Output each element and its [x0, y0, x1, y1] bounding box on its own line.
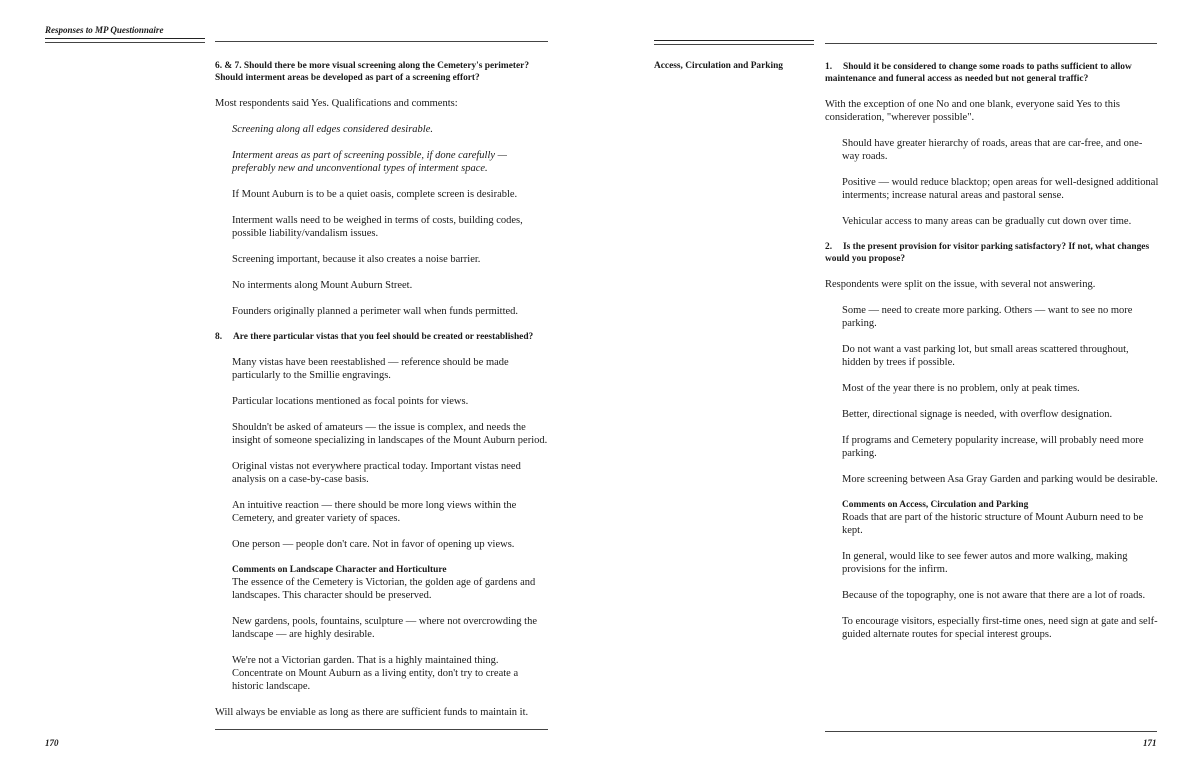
- access-comments-block: [825, 499, 1159, 537]
- comment-item: Some — need to create more parking. Others — want to see no more parking.: [842, 305, 1133, 329]
- comment-item: Shouldn't be asked of amateurs — the issue is complex, and needs the insight of someone specializing in landscapes of the Mount Auburn period.: [232, 422, 548, 446]
- comment-item: Interment walls need to be weighed in terms of costs, building codes, possible liability/vandalism issues.: [232, 215, 523, 239]
- question-text: Are there particular vistas that you feel should be created or reestablished?: [233, 332, 534, 342]
- running-head: Responses to MP Questionnaire: [45, 25, 164, 35]
- comment-item: Original vistas not everywhere practical today. Important vistas need analysis on a case-by-case basis.: [232, 461, 521, 485]
- comment-item: Most of the year there is no problem, only at peak times.: [842, 383, 1080, 394]
- comment-item: Should have greater hierarchy of roads, areas that are car-free, and one-way roads.: [842, 138, 1143, 162]
- comment-item: If Mount Auburn is to be a quiet oasis, complete screen is desirable.: [232, 189, 518, 200]
- comment-item: Positive — would reduce blacktop; open areas for well-designed additional interments; increase natural areas and pastoral sense.: [842, 177, 1159, 201]
- comment-item: No interments along Mount Auburn Street.: [232, 280, 413, 291]
- comment-item: New gardens, pools, fountains, sculpture — where not overcrowding the landscape — are highly desirable.: [232, 616, 538, 640]
- question-number: 1.: [825, 62, 833, 72]
- section-title: Access, Circulation and Parking: [654, 61, 783, 71]
- question-8-heading: [215, 331, 550, 343]
- landscape-comments-heading: Comments on Landscape Character and Horticulture: [232, 565, 447, 575]
- question-6-7-summary: Most respondents said Yes. Qualifications and comments:: [215, 98, 458, 109]
- comment-item: Interment areas as part of screening possible, if done carefully — preferably new and unconventional types of interment space.: [232, 150, 508, 174]
- footer-rule: [825, 731, 1157, 732]
- header-rule-thick: [45, 38, 205, 39]
- comment-item: Screening along all edges considered desirable.: [232, 124, 434, 135]
- comment-item: Particular locations mentioned as focal points for views.: [232, 396, 469, 407]
- question-6-7-heading: 6. & 7. Should there be more visual screening along the Cemetery's perimeter? Should interment areas be developed as part of a screening effort?: [215, 61, 530, 83]
- right-column: [825, 61, 1159, 654]
- question-number: 2.: [825, 242, 833, 252]
- access-comments-heading: Comments on Access, Circulation and Parking: [842, 500, 1029, 510]
- question-1-heading: [825, 61, 1159, 85]
- footer-rule: [215, 729, 548, 730]
- comment-item: One person — people don't care. Not in favor of opening up views.: [232, 539, 515, 550]
- landscape-comments-first: The essence of the Cemetery is Victorian, the golden age of gardens and landscapes. This character should be preserved.: [232, 577, 536, 601]
- comment-item: Screening important, because it also creates a noise barrier.: [232, 254, 481, 265]
- landscape-comments-block: [215, 564, 550, 602]
- comment-item: An intuitive reaction — there should be more long views within the Cemetery, and greater variety of spaces.: [232, 500, 517, 524]
- comment-item: To encourage visitors, especially first-time ones, need sign at gate and self-guided alternate routes for special interest groups.: [842, 616, 1158, 640]
- question-text: Should it be considered to change some roads to paths sufficient to allow maintenance and funeral access as needed but not general traffic?: [825, 62, 1132, 84]
- header-rule-column: [825, 43, 1157, 44]
- question-number: 8.: [215, 332, 223, 342]
- access-comments-first: Roads that are part of the historic structure of Mount Auburn need to be kept.: [842, 512, 1144, 536]
- comment-item: Because of the topography, one is not aware that there are a lot of roads.: [842, 590, 1146, 601]
- header-rule-column: [215, 41, 548, 42]
- left-column: [215, 60, 550, 732]
- question-2-summary: Respondents were split on the issue, with several not answering.: [825, 279, 1096, 290]
- page-number: 170: [45, 738, 59, 748]
- comment-item: Do not want a vast parking lot, but small areas scattered throughout, hidden by trees if possible.: [842, 344, 1129, 368]
- header-rule-thin: [654, 44, 814, 45]
- header-rule-thick: [654, 40, 814, 41]
- question-1-summary: With the exception of one No and one blank, everyone said Yes to this consideration, "wherever possible".: [825, 99, 1120, 123]
- header-rule-thin: [45, 42, 205, 43]
- comment-item: Better, directional signage is needed, with overflow designation.: [842, 409, 1113, 420]
- comment-item: More screening between Asa Gray Garden and parking would be desirable.: [842, 474, 1158, 485]
- page-number: 171: [1143, 738, 1157, 748]
- comment-item: In general, would like to see fewer autos and more walking, making provisions for the infirm.: [842, 551, 1128, 575]
- landscape-closing: Will always be enviable as long as there are sufficient funds to maintain it.: [215, 707, 529, 718]
- comment-item: We're not a Victorian garden. That is a highly maintained thing. Concentrate on Mount Auburn as a living entity, don't try to create a historic landscape.: [232, 655, 519, 692]
- question-2-heading: [825, 241, 1159, 265]
- question-text: Is the present provision for visitor parking satisfactory? If not, what changes would you propose?: [825, 242, 1150, 264]
- comment-item: If programs and Cemetery popularity increase, will probably need more parking.: [842, 435, 1144, 459]
- comment-item: Vehicular access to many areas can be gradually cut down over time.: [842, 216, 1132, 227]
- comment-item: Many vistas have been reestablished — reference should be made particularly to the Smillie engravings.: [232, 357, 509, 381]
- comment-item: Founders originally planned a perimeter wall when funds permitted.: [232, 306, 519, 317]
- right-page: [600, 0, 1200, 776]
